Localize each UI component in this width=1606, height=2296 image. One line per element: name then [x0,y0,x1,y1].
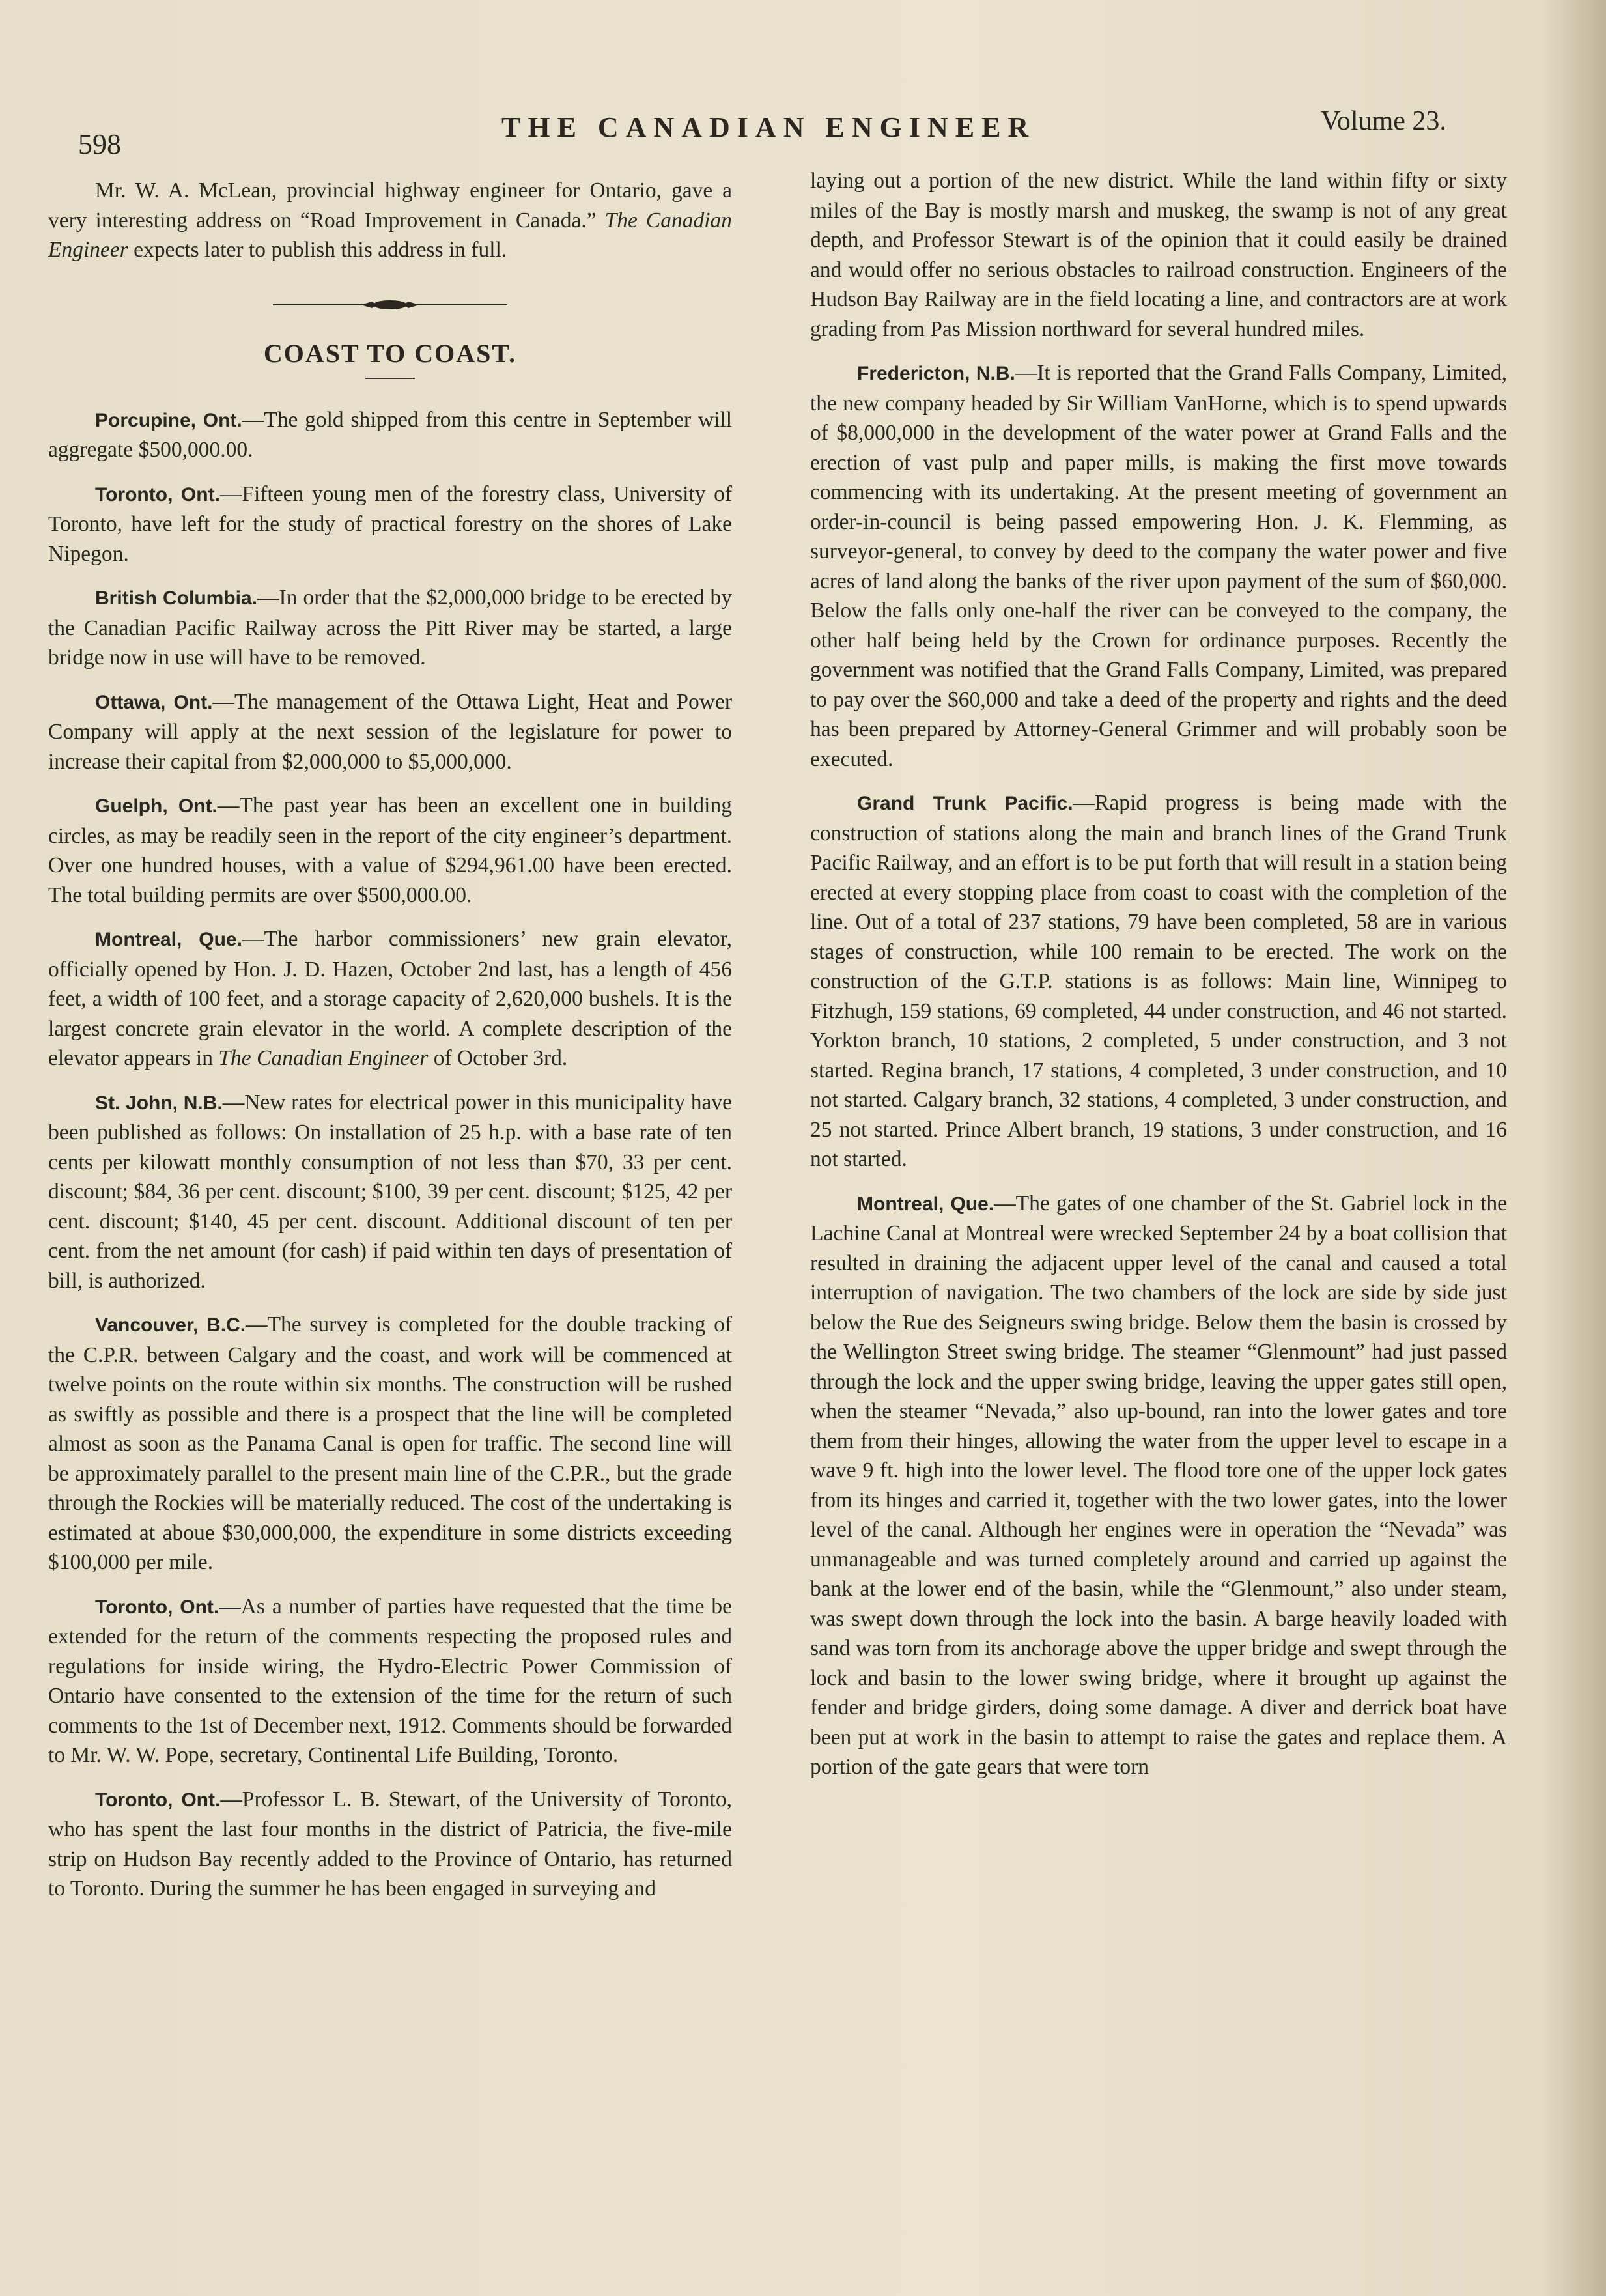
news-location: Guelph, Ont. [95,795,218,817]
news-text: —New rates for electrical power in this municipality have been published as follows: On installation of 25 h.p. with a base rate of ten cents per kilowatt monthly consumption of not less than $70, 33 per cent. discount; $84, 36 per cent. discount; $100, 39 per cent. discount; $125, 42 per cent. discount; $140, 45 per cent. discount. Additional discount of ten per cent. from the net amount (for cash) if paid within ten days of presentation of bill, is authorized. [48,1090,733,1293]
news-text: —The gates of one chamber of the St. Gabriel lock in the Lachine Canal at Montreal were wrecked September 24 by a boat collision that resulted in draining the adjacent upper level of the canal and caused a total interruption of navigation. The two chambers of the lock are side by side just below the Rue des Seigneurs swing bridge. Below them the basin is crossed by the Wellington Street swing bridge. The steamer “Glenmount” had just passed through the lock and the upper swing bridge, leaving the upper gates still open, when the steamer “Nevada,” also up-bound, ran into the lower gates and tore them from their hinges, allowing the water from the upper level to escape in a wave 9 ft. high into the lower level. The flood tore one of the upper lock gates from its hinges and carried it, together with the two lower gates, into the lower level of the canal. Although her engines were in operation the “Nevada” was unmanageable and was turned completely around and carried up against the bank at the lower end of the basin, while the “Glenmount,” also under steam, was swept down through the lock into the basin. A barge heavily loaded with sand was torn from its anchorage above the upper bridge and swept through the lock and basin to the lower swing bridge, where it brought up against the fender and bridge girders, doing some damage. A diver and derrick boat have been put at work in the basin to attempt to raise the gates and replace them. A portion of the gate gears that were torn [810,1191,1508,1779]
news-text-after: of October 3rd. [428,1046,568,1070]
news-item [810,358,1507,774]
news-text: —The harbor commissioners’ new grain elevator, officially opened by Hon. J. D. Hazen, October 2nd last, has a length of 456 feet, a width of 100 feet, and a storage capacity of 2,620,000 bushels. It is the largest concrete grain elevator in the world. A complete description of the elevator appears in [48,927,732,1070]
news-location: St. John, N.B. [95,1092,223,1114]
news-italic: The Canadian Engineer [218,1046,429,1070]
news-location: Montreal, Que. [857,1193,994,1215]
right-column [810,166,1507,1796]
news-location: Toronto, Ont. [95,483,220,505]
news-item [48,405,732,465]
left-column [48,176,732,1918]
section-title: COAST TO COAST. [263,339,517,368]
volume-label: Volume 23. [1321,106,1446,136]
news-item [48,583,732,673]
news-location: Ottawa, Ont. [95,691,213,713]
news-text: —As a number of parties have requested that the time be extended for the return of the comments respecting the proposed rules and regulations for inside wiring, the Hydro-Electric Power Commission of Ontario have consented to the extension of the time for the return of such comments to the 1st of December next, 1912. Comments should be forwarded to Mr. W. W. Pope, secretary, Continental Life Building, Toronto. [48,1594,732,1767]
news-location: Vancouver, B.C. [95,1314,246,1336]
news-item [48,1785,732,1904]
news-item [810,788,1507,1174]
news-item [48,1088,732,1296]
news-text: —It is reported that the Grand Falls Company, Limited, the new company headed by Sir William VanHorne, which is to spend upwards of $8,000,000 in the development of the water power at Grand Falls and the erection of vast pulp and paper mills, is making the first move towards commencing with its undertaking. At the present meeting of government an order-in-council is being passed empowering Hon. J. K. Flemming, as surveyor-general, to convey by deed to the company the water power and five acres of land along the banks of the river upon payment of the sum of $60,000. Below the falls only one-half the river can be conveyed to the company, the other half being held by the Crown for ordinance purposes. Recently the government was notified that the Grand Falls Company, Limited, was prepared to pay over the $60,000 and take a deed of the property and rights and the deed has been prepared by Attorney-General Grimmer and will probably soon be executed. [810,361,1507,771]
news-location: Fredericton, N.B. [857,363,1015,384]
intro-paragraph [48,176,732,265]
title-rule [365,378,415,379]
news-item [810,1189,1507,1782]
ornament-divider [48,290,732,320]
news-text: —The survey is completed for the double tracking of the C.P.R. between Calgary and the coast, and work will be commenced at twelve points on the route within six months. The construction will be rushed as swiftly as possible and there is a prospect that the line will be completed almost as soon as the Panama Canal is open for traffic. The second line will be approximately parallel to the present main line of the C.P.R., but the grade through the Rockies will be materially reduced. The cost of the undertaking is estimated at aboue $30,000,000, the expenditure in some districts exceeding $100,000 per mile. [48,1312,732,1574]
news-location: Toronto, Ont. [95,1789,221,1811]
divider-ornament-icon [273,298,507,311]
intro-text: Mr. W. A. McLean, provincial highway engineer for Ontario, gave a very interesting address on “Road Improvement in Canada.” [48,178,732,233]
news-location: Montreal, Que. [95,929,242,950]
news-text: —The management of the Ottawa Light, Heat and Power Company will apply at the next session of the legislature for power to increase their capital from $2,000,000 to $5,000,000. [48,689,732,774]
news-text: —Rapid progress is being made with the construction of stations along the main and branch lines of the Grand Trunk Pacific Railway, and an effort is to be put forth that will result in a station being erected at every stopping place from coast to coast with the completion of the line. Out of a total of 237 stations, 79 have been completed, 58 are in various stages of construction, while 100 remain to be erected. The work on the construction of the G.T.P. stations is as follows: Main line, Winnipeg to Fitzhugh, 159 stations, 69 completed, 44 under construction, and 46 not started. Yorkton branch, 10 stations, 2 completed, 5 under construction, and 3 not started. Regina branch, 17 stations, 4 completed, 3 under construction, and 10 not started. Calgary branch, 32 stations, 4 completed, 3 under construction, and 25 not started. Prince Albert branch, 19 stations, 3 under construction, and 16 not started. [810,791,1507,1171]
news-text: —Fifteen young men of the forestry class, University of Toronto, have left for the study of practical forestry on the shores of Lake Nipegon. [48,481,732,566]
news-item [48,479,732,569]
news-text: —In order that the $2,000,000 bridge to be erected by the Canadian Pacific Railway across the Pitt River may be started, a large bridge now in use will have to be removed. [48,586,732,670]
news-text: —Professor L. B. Stewart, of the University of Toronto, who has spent the last four months in the district of Patricia, the five-mile strip on Hudson Bay recently added to the Province of Ontario, has returned to Toronto. During the summer he has been engaged in surveying and [48,1787,732,1901]
news-item [48,791,732,910]
news-location: Grand Trunk Pacific. [857,793,1073,814]
news-text: —The gold shipped from this centre in September will aggregate $500,000.00. [48,407,732,462]
journal-title: THE CANADIAN ENGINEER [501,111,1036,143]
news-item [48,924,732,1073]
news-item [48,687,732,777]
news-location: Toronto, Ont. [95,1596,219,1618]
intro-text-after: expects later to publish this address in full. [128,238,507,262]
news-item [48,1592,732,1770]
news-location: Porcupine, Ont. [95,409,242,431]
news-item [48,1310,732,1578]
intro-italic: The Canadian Engineer [48,208,732,262]
page-number: 598 [78,128,121,160]
news-text: —The past year has been an excellent one in building circles, as may be readily seen in the report of the city engineer’s department. Over one hundred houses, with a value of $294,961.00 have been erected. The total building permits are over $500,000.00. [48,793,732,907]
news-location: British Columbia. [95,588,258,609]
continuation-paragraph: laying out a portion of the new district. While the land within fifty or sixty miles of the Bay is mostly marsh and muskeg, the swamp is not of any great depth, and Professor Stewart is of the opinion that it could easily be drained and would offer no serious obstacles to railroad construction. Engineers of the Hudson Bay Railway are in the field locating a line, and contractors are at work grading from Pas Mission northward for several hundred miles. [810,169,1507,341]
